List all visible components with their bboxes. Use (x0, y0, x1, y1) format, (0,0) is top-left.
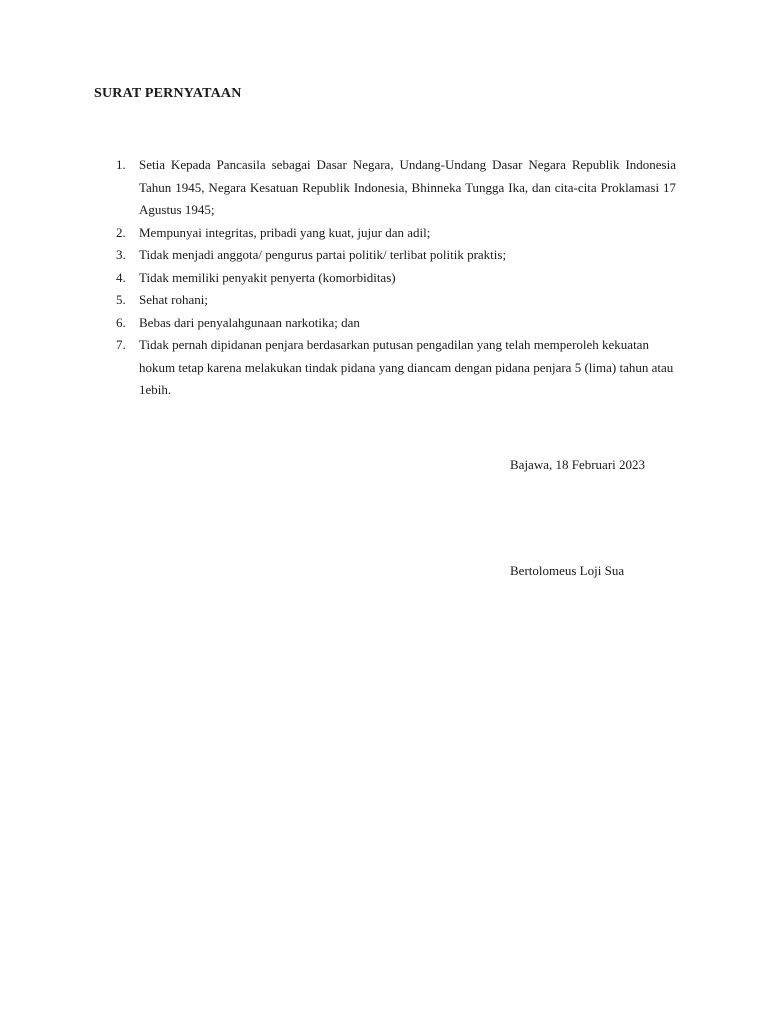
list-item (94, 244, 676, 267)
list-item-number: 2. (116, 224, 126, 240)
list-item (94, 222, 676, 245)
list-item-text: Setia Kepada Pancasila sebagai Dasar Negara, Undang-Undang Dasar Negara Republik Indonesia Tahun 1945, Negara Kesatuan Republik Indonesia, Bhinneka Tungga Ika, dan cita-cita Proklamasi 17 Agustus 1945; (139, 157, 676, 217)
place-and-date: Bajawa, 18 Februari 2023 (510, 457, 646, 472)
list-item-number: 4. (116, 269, 126, 285)
list-item (94, 312, 676, 335)
list-item-number: 5. (116, 292, 126, 307)
list-item-text: Mempunyai integritas, pribadi yang kuat, jujur dan adil; (139, 224, 431, 240)
document-title: SURAT PERNYATAAN (94, 86, 242, 101)
list-item (94, 267, 676, 290)
statement-list (94, 154, 676, 402)
list-item-text: Tidak menjadi anggota/ pengurus partai politik/ terlibat politik praktis; (139, 247, 507, 262)
list-item-text: Tidak memiliki penyakit penyerta (komorbiditas) (139, 269, 396, 285)
list-item-number: 6. (116, 314, 126, 330)
list-item-number: 1. (116, 157, 126, 172)
list-item (94, 154, 676, 222)
list-item-number: 3. (116, 247, 126, 262)
list-item-text: Tidak pernah dipidanan penjara berdasarkan putusan pengadilan yang telah memperoleh kekuatan hokum tetap karena melakukan tindak pidana yang diancam dengan pidana penjara 5 (lima) tahun atau 1ebih. (139, 337, 674, 397)
list-item (94, 289, 676, 312)
list-item-text: Sehat rohani; (139, 292, 208, 307)
list-item-text: Bebas dari penyalahgunaan narkotika; dan (139, 314, 360, 330)
list-item-number: 7. (116, 337, 126, 352)
list-item (94, 334, 676, 402)
signer-name: Bertolomeus Loji Sua (510, 563, 625, 578)
